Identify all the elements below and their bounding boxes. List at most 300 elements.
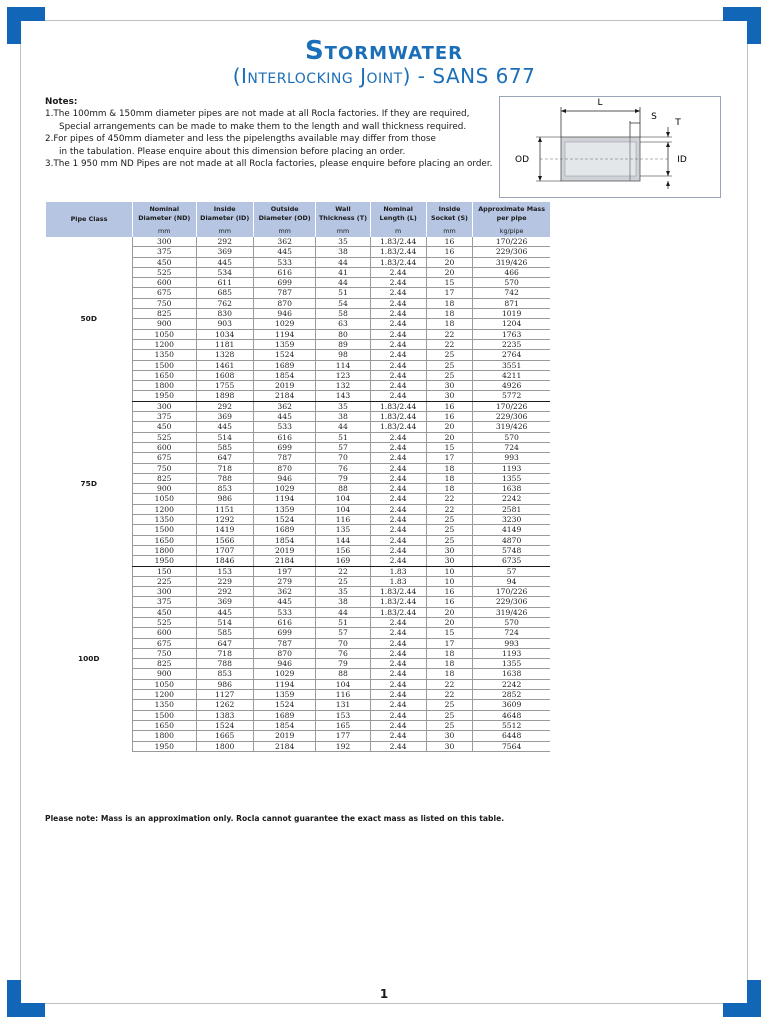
table-cell: 1950 — [133, 556, 197, 566]
table-cell: 750 — [133, 298, 197, 308]
header-outside-diameter: Outside Diameter (OD) — [253, 202, 316, 226]
table-cell: 718 — [196, 648, 253, 658]
table-cell: 2.44 — [370, 556, 426, 566]
table-cell: 170/226 — [473, 401, 550, 411]
table-cell: 450 — [133, 607, 197, 617]
table-cell: 57 — [473, 566, 550, 576]
table-cell: 533 — [253, 422, 316, 432]
table-cell: 1350 — [133, 700, 197, 710]
table-cell: 2.44 — [370, 339, 426, 349]
table-cell: 1194 — [253, 494, 316, 504]
table-cell: 1355 — [473, 473, 550, 483]
table-cell: 1854 — [253, 535, 316, 545]
table-cell: 699 — [253, 628, 316, 638]
table-cell: 22 — [426, 339, 472, 349]
table-row — [46, 237, 551, 247]
table-cell: 4648 — [473, 710, 550, 720]
table-cell: 25 — [316, 576, 370, 586]
table-cell: 2.44 — [370, 535, 426, 545]
table-cell: 1029 — [253, 319, 316, 329]
table-cell: 647 — [196, 453, 253, 463]
label-ID: ID — [677, 155, 687, 165]
table-cell: 675 — [133, 638, 197, 648]
table-cell: 600 — [133, 442, 197, 452]
table-cell: 718 — [196, 463, 253, 473]
table-cell: 375 — [133, 412, 197, 422]
table-cell: 2.44 — [370, 504, 426, 514]
table-cell: 1355 — [473, 659, 550, 669]
table-cell: 2.44 — [370, 267, 426, 277]
table-cell: 2.44 — [370, 453, 426, 463]
table-cell: 1650 — [133, 370, 197, 380]
table-cell: 585 — [196, 442, 253, 452]
table-cell: 750 — [133, 648, 197, 658]
table-cell: 1.83/2.44 — [370, 401, 426, 411]
table-row — [46, 401, 551, 411]
table-cell: 88 — [316, 484, 370, 494]
table-cell: 787 — [253, 288, 316, 298]
page-subtitle: (Interlocking Joint) - SANS 677 — [232, 64, 536, 88]
table-cell: 1.83 — [370, 576, 426, 586]
table-cell: 1359 — [253, 690, 316, 700]
table-cell: 319/426 — [473, 607, 550, 617]
table-cell: 1608 — [196, 370, 253, 380]
table-cell: 20 — [426, 257, 472, 267]
table-cell: 2.44 — [370, 309, 426, 319]
label-L: L — [597, 98, 603, 108]
table-cell: 699 — [253, 278, 316, 288]
table-cell: 20 — [426, 432, 472, 442]
table-cell: 229 — [196, 576, 253, 586]
table-cell: 724 — [473, 628, 550, 638]
header-nominal-diameter: Nominal Diameter (ND) — [133, 202, 197, 226]
table-cell: 156 — [316, 545, 370, 555]
table-cell: 16 — [426, 237, 472, 247]
table-cell: 900 — [133, 319, 197, 329]
table-cell: 525 — [133, 432, 197, 442]
table-cell: 570 — [473, 278, 550, 288]
note-item: 2.For pipes of 450mm diameter and less the pipelengths available may differ from those — [45, 134, 436, 145]
table-cell: 25 — [426, 535, 472, 545]
header-pipe-class: Pipe Class — [46, 202, 133, 237]
table-cell: 1763 — [473, 329, 550, 339]
table-cell: 94 — [473, 576, 550, 586]
table-cell: 2242 — [473, 679, 550, 689]
table-cell: 79 — [316, 473, 370, 483]
table-cell: 44 — [316, 278, 370, 288]
table-cell: 300 — [133, 587, 197, 597]
table-cell: 25 — [426, 525, 472, 535]
table-cell: 647 — [196, 638, 253, 648]
table-cell: 4870 — [473, 535, 550, 545]
header-wall-thickness: Wall Thickness (T) — [316, 202, 370, 226]
table-cell: 870 — [253, 648, 316, 658]
table-cell: 18 — [426, 648, 472, 658]
table-cell: 80 — [316, 329, 370, 339]
table-cell: 2.44 — [370, 669, 426, 679]
unit-cell: mm — [253, 226, 316, 237]
table-cell: 2.44 — [370, 350, 426, 360]
table-cell: 22 — [426, 329, 472, 339]
table-cell: 22 — [426, 679, 472, 689]
table-cell: 611 — [196, 278, 253, 288]
note-item: 3.The 1 950 mm ND Pipes are not made at all Rocla factories, please enquire before placing an order. — [45, 159, 493, 170]
table-cell: 51 — [316, 432, 370, 442]
table-cell: 533 — [253, 607, 316, 617]
table-cell: 16 — [426, 587, 472, 597]
table-cell: 25 — [426, 360, 472, 370]
label-S: S — [651, 112, 657, 122]
pipe-spec-table — [45, 202, 550, 752]
table-cell: 153 — [316, 710, 370, 720]
table-cell: 35 — [316, 587, 370, 597]
table-cell: 2.44 — [370, 617, 426, 627]
table-cell: 375 — [133, 247, 197, 257]
unit-cell: mm — [196, 226, 253, 237]
pipe-class-cell: 50D — [80, 314, 97, 324]
table-cell: 17 — [426, 288, 472, 298]
table-cell: 1359 — [253, 339, 316, 349]
pipe-diagram-svg — [500, 97, 720, 197]
table-cell: 57 — [316, 628, 370, 638]
table-cell: 2019 — [253, 381, 316, 391]
unit-cell: kg/pipe — [473, 226, 550, 237]
table-cell: 144 — [316, 535, 370, 545]
table-cell: 466 — [473, 267, 550, 277]
table-cell: 1029 — [253, 669, 316, 679]
table-cell: 104 — [316, 679, 370, 689]
table-cell: 2.44 — [370, 391, 426, 401]
table-cell: 15 — [426, 442, 472, 452]
unit-cell: m — [370, 226, 426, 237]
table-cell: 6448 — [473, 731, 550, 741]
table-cell: 25 — [426, 515, 472, 525]
table-cell: 1050 — [133, 494, 197, 504]
table-cell: 131 — [316, 700, 370, 710]
table-cell: 825 — [133, 309, 197, 319]
table-cell: 871 — [473, 298, 550, 308]
table-cell: 35 — [316, 401, 370, 411]
table-cell: 300 — [133, 237, 197, 247]
table-cell: 1194 — [253, 679, 316, 689]
table-cell: 2.44 — [370, 525, 426, 535]
table-cell: 1500 — [133, 525, 197, 535]
note-item-continuation: Special arrangements can be made to make them to the length and wall thickness required. — [59, 121, 467, 132]
table-cell: 292 — [196, 237, 253, 247]
table-cell: 1127 — [196, 690, 253, 700]
table-cell: 4926 — [473, 381, 550, 391]
table-cell: 300 — [133, 401, 197, 411]
table-cell: 1755 — [196, 381, 253, 391]
table-cell: 10 — [426, 576, 472, 586]
table-cell: 10 — [426, 566, 472, 576]
table-cell: 2.44 — [370, 381, 426, 391]
table-cell: 170/226 — [473, 237, 550, 247]
table-cell: 3230 — [473, 515, 550, 525]
table-cell: 2.44 — [370, 700, 426, 710]
table-cell: 570 — [473, 617, 550, 627]
table-cell: 514 — [196, 432, 253, 442]
table-cell: 362 — [253, 401, 316, 411]
table-cell: 22 — [426, 690, 472, 700]
table-cell: 15 — [426, 628, 472, 638]
table-cell: 1034 — [196, 329, 253, 339]
table-cell: 135 — [316, 525, 370, 535]
table-cell: 1.83/2.44 — [370, 247, 426, 257]
label-OD: OD — [514, 155, 530, 165]
page-title: Stormwater — [304, 36, 464, 66]
table-cell: 445 — [196, 257, 253, 267]
table-cell: 30 — [426, 545, 472, 555]
table-cell: 76 — [316, 463, 370, 473]
table-cell: 6735 — [473, 556, 550, 566]
table-cell: 1800 — [133, 731, 197, 741]
table-cell: 2.44 — [370, 679, 426, 689]
table-cell: 900 — [133, 484, 197, 494]
table-cell: 2.44 — [370, 690, 426, 700]
table-cell: 150 — [133, 566, 197, 576]
table-cell: 4211 — [473, 370, 550, 380]
table-cell: 1181 — [196, 339, 253, 349]
table-cell: 114 — [316, 360, 370, 370]
unit-cell: mm — [316, 226, 370, 237]
table-cell: 1524 — [253, 350, 316, 360]
table-cell: 2019 — [253, 731, 316, 741]
table-cell: 20 — [426, 267, 472, 277]
table-cell: 450 — [133, 257, 197, 267]
table-cell: 229/306 — [473, 597, 550, 607]
table-cell: 20 — [426, 617, 472, 627]
table-cell: 4149 — [473, 525, 550, 535]
table-cell: 514 — [196, 617, 253, 627]
table-cell: 445 — [196, 607, 253, 617]
table-cell: 70 — [316, 453, 370, 463]
table-cell: 292 — [196, 401, 253, 411]
table-cell: 445 — [196, 422, 253, 432]
table-row — [46, 566, 551, 576]
table-cell: 25 — [426, 370, 472, 380]
table-cell: 1650 — [133, 535, 197, 545]
table-cell: 616 — [253, 617, 316, 627]
table-cell: 1.83/2.44 — [370, 412, 426, 422]
table-cell: 1204 — [473, 319, 550, 329]
table-cell: 35 — [316, 237, 370, 247]
table-cell: 18 — [426, 484, 472, 494]
table-cell: 1950 — [133, 741, 197, 751]
table-cell: 123 — [316, 370, 370, 380]
table-cell: 98 — [316, 350, 370, 360]
table-cell: 17 — [426, 638, 472, 648]
table-cell: 2.44 — [370, 638, 426, 648]
table-cell: 2.44 — [370, 731, 426, 741]
table-cell: 44 — [316, 607, 370, 617]
table-cell: 1800 — [133, 545, 197, 555]
table-cell: 853 — [196, 669, 253, 679]
table-cell: 5748 — [473, 545, 550, 555]
table-cell: 104 — [316, 494, 370, 504]
table-cell: 534 — [196, 267, 253, 277]
table-body — [46, 237, 551, 751]
table-cell: 30 — [426, 741, 472, 751]
table-cell: 3609 — [473, 700, 550, 710]
table-cell: 17 — [426, 453, 472, 463]
table-cell: 600 — [133, 628, 197, 638]
table-cell: 2.44 — [370, 741, 426, 751]
table-cell: 16 — [426, 401, 472, 411]
table-cell: 2.44 — [370, 370, 426, 380]
table-cell: 89 — [316, 339, 370, 349]
table-cell: 20 — [426, 422, 472, 432]
table-cell: 2.44 — [370, 628, 426, 638]
table-cell: 38 — [316, 247, 370, 257]
table-cell: 38 — [316, 597, 370, 607]
table-cell: 292 — [196, 587, 253, 597]
table-cell: 116 — [316, 515, 370, 525]
table-cell: 2581 — [473, 504, 550, 514]
table-cell: 1200 — [133, 504, 197, 514]
table-cell: 445 — [253, 412, 316, 422]
table-cell: 25 — [426, 710, 472, 720]
table-cell: 1707 — [196, 545, 253, 555]
table-cell: 38 — [316, 412, 370, 422]
table-cell: 788 — [196, 473, 253, 483]
table-cell: 585 — [196, 628, 253, 638]
table-cell: 51 — [316, 617, 370, 627]
table-cell: 16 — [426, 597, 472, 607]
table-cell: 1151 — [196, 504, 253, 514]
table-cell: 1500 — [133, 360, 197, 370]
table-cell: 825 — [133, 473, 197, 483]
table-cell: 165 — [316, 720, 370, 730]
table-cell: 2.44 — [370, 278, 426, 288]
table-cell: 1.83/2.44 — [370, 587, 426, 597]
table-cell: 18 — [426, 463, 472, 473]
table-cell: 70 — [316, 638, 370, 648]
table-cell: 1.83 — [370, 566, 426, 576]
table-cell: 2.44 — [370, 659, 426, 669]
table-cell: 1650 — [133, 720, 197, 730]
table-cell: 986 — [196, 679, 253, 689]
table-cell: 1461 — [196, 360, 253, 370]
table-cell: 25 — [426, 720, 472, 730]
unit-cell: mm — [426, 226, 472, 237]
table-cell: 1350 — [133, 350, 197, 360]
table-cell: 57 — [316, 442, 370, 452]
table-cell: 104 — [316, 504, 370, 514]
pipe-class-cell: 100D — [77, 654, 100, 664]
table-cell: 787 — [253, 453, 316, 463]
table-cell: 2.44 — [370, 329, 426, 339]
table-cell: 1524 — [253, 515, 316, 525]
table-cell: 1.83/2.44 — [370, 237, 426, 247]
table-cell: 22 — [426, 504, 472, 514]
table-cell: 2.44 — [370, 473, 426, 483]
table-cell: 699 — [253, 442, 316, 452]
table-cell: 225 — [133, 576, 197, 586]
table-cell: 51 — [316, 288, 370, 298]
table-cell: 30 — [426, 391, 472, 401]
table-cell: 1193 — [473, 463, 550, 473]
table-cell: 1050 — [133, 679, 197, 689]
table-cell: 1800 — [196, 741, 253, 751]
table-cell: 1.83/2.44 — [370, 422, 426, 432]
table-cell: 1200 — [133, 690, 197, 700]
table-cell: 1.83/2.44 — [370, 607, 426, 617]
table-cell: 18 — [426, 669, 472, 679]
table-cell: 450 — [133, 422, 197, 432]
table-cell: 445 — [253, 247, 316, 257]
table-cell: 675 — [133, 453, 197, 463]
table-cell: 1.83/2.44 — [370, 597, 426, 607]
table-cell: 153 — [196, 566, 253, 576]
table-cell: 79 — [316, 659, 370, 669]
table-cell: 1194 — [253, 329, 316, 339]
table-cell: 143 — [316, 391, 370, 401]
table-cell: 825 — [133, 659, 197, 669]
table-cell: 369 — [196, 412, 253, 422]
table-cell: 533 — [253, 257, 316, 267]
table-cell: 750 — [133, 463, 197, 473]
table-cell: 675 — [133, 288, 197, 298]
table-cell: 946 — [253, 473, 316, 483]
table-cell: 18 — [426, 309, 472, 319]
table-cell: 600 — [133, 278, 197, 288]
table-cell: 1500 — [133, 710, 197, 720]
table-cell: 5772 — [473, 391, 550, 401]
table-cell: 197 — [253, 566, 316, 576]
table-cell: 44 — [316, 257, 370, 267]
table-cell: 1383 — [196, 710, 253, 720]
table-cell: 1524 — [196, 720, 253, 730]
table-cell: 1566 — [196, 535, 253, 545]
table-cell: 724 — [473, 442, 550, 452]
table-cell: 946 — [253, 309, 316, 319]
notes-section — [45, 96, 495, 170]
table-header-row — [46, 202, 551, 226]
table-cell: 788 — [196, 659, 253, 669]
table-cell: 1854 — [253, 370, 316, 380]
header-inside-socket: Inside Socket (S) — [426, 202, 472, 226]
table-cell: 16 — [426, 412, 472, 422]
header-nominal-length: Nominal Length (L) — [370, 202, 426, 226]
table-cell: 1292 — [196, 515, 253, 525]
table-cell: 319/426 — [473, 422, 550, 432]
pipe-class-cell: 75D — [80, 478, 97, 488]
table-cell: 369 — [196, 597, 253, 607]
label-T: T — [675, 118, 681, 128]
table-cell: 870 — [253, 298, 316, 308]
table-cell: 2.44 — [370, 288, 426, 298]
table-cell: 5512 — [473, 720, 550, 730]
table-cell: 903 — [196, 319, 253, 329]
table-cell: 2.44 — [370, 648, 426, 658]
table-cell: 1524 — [253, 700, 316, 710]
table-cell: 2.44 — [370, 494, 426, 504]
table-cell: 993 — [473, 453, 550, 463]
table-cell: 319/426 — [473, 257, 550, 267]
table-cell: 1898 — [196, 391, 253, 401]
table-cell: 54 — [316, 298, 370, 308]
table-cell: 2.44 — [370, 720, 426, 730]
table-cell: 25 — [426, 700, 472, 710]
table-cell: 7564 — [473, 741, 550, 751]
table-cell: 30 — [426, 731, 472, 741]
table-cell: 2764 — [473, 350, 550, 360]
table-cell: 2.44 — [370, 463, 426, 473]
table-cell: 63 — [316, 319, 370, 329]
table-cell: 369 — [196, 247, 253, 257]
table-cell: 58 — [316, 309, 370, 319]
